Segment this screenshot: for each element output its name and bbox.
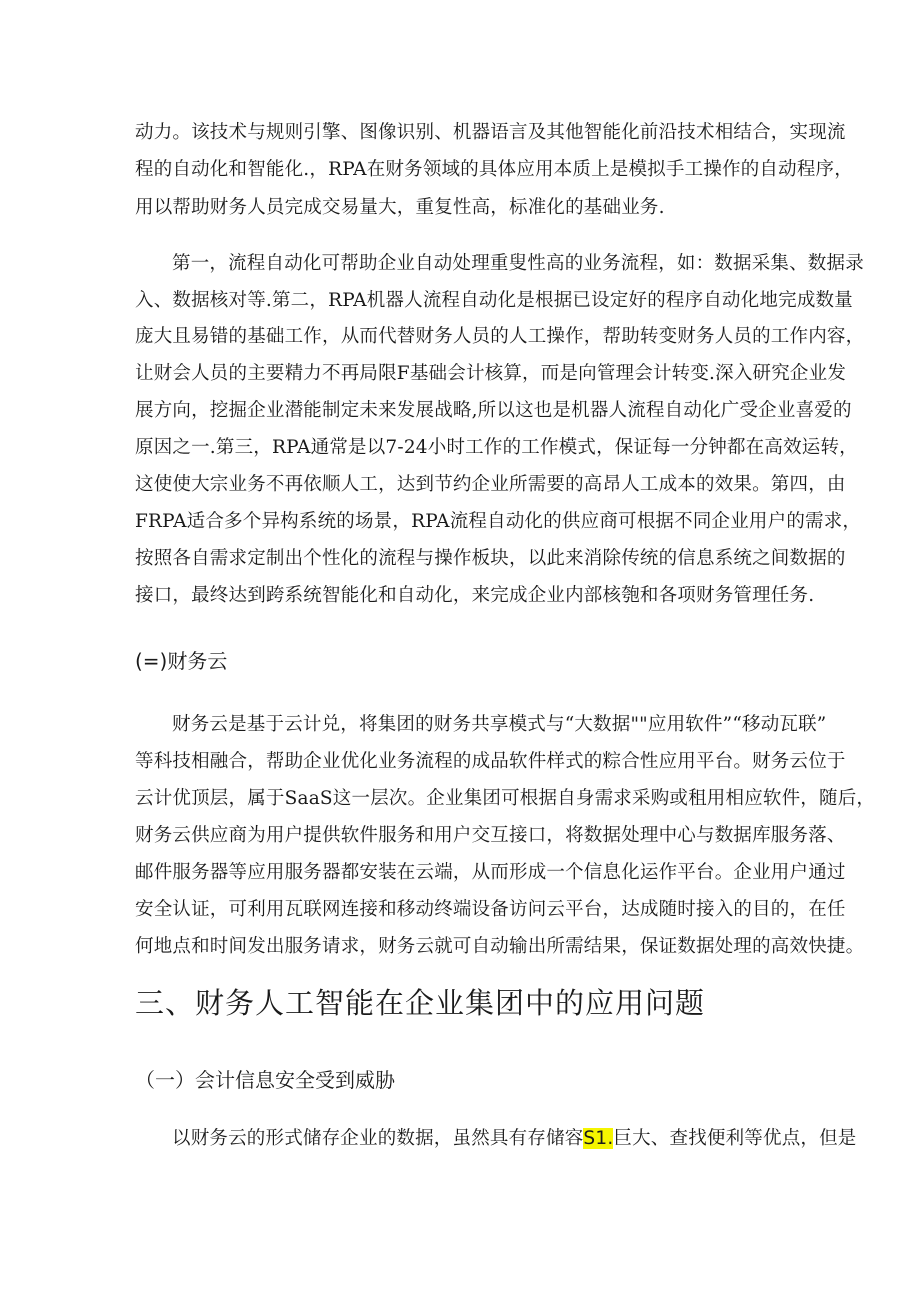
paragraph-line: 入、数据核对等.第二，RPA机器人流程自动化是根据已设定好的程序自动化地完成数量 — [135, 290, 853, 311]
section-heading-cloud: (=)财务云 — [135, 649, 228, 673]
paragraph-line: 按照各自需求定制出个性化的流程与操作板块，以此来消除传统的信息系统之间数据的 — [135, 548, 846, 569]
paragraph-line: 云计优顶层，属于SaaS这一层次。企业集团可根据自身需求采购或租用相应软件，随后， — [135, 788, 876, 809]
paragraph-line: 展方向，挖掘企业潜能制定未来发展战略,所以这也是机器人流程自动化广受企业喜爱的 — [135, 400, 852, 421]
paragraph-line: 邮件服务器等应用服务器都安装在云端，从而形成一个信息化运作平台。企业用户通过 — [135, 862, 846, 883]
paragraph-line: 让财会人员的主要精力不再局限F基础会计核算，而是向管理会计转变.深入研究企业发 — [135, 363, 847, 384]
paragraph-line: 接口，最终达到跨系统智能化和自动化，来完成企业内部核匏和各项财务管理任务. — [135, 585, 815, 606]
paragraph-line: 庞大且易错的基础工作，从而代替财务人员的人工操作，帮助转变财务人员的工作内容， — [135, 326, 865, 347]
paragraph-line: 程的自动化和智能化.，RPA在财务领域的具体应用本质上是模拟手工操作的自动程序， — [135, 159, 853, 180]
subsection-heading: （一）会计信息安全受到威胁 — [135, 1068, 395, 1092]
paragraph-line: 何地点和时间发出服务请求，财务云就可自动输出所需结果，保证数据处理的高效快捷。 — [135, 936, 865, 957]
paragraph-line: 这使使大宗业务不再依顺人工，达到节约企业所需要的高昂人工成本的效果。第四，由 — [135, 474, 846, 495]
paragraph-line: 财务云是基于云计兑，将集团的财务共享模式与“大数据""应用软件”“移动瓦联” — [172, 714, 827, 735]
paragraph-line: 第一，流程自动化可帮助企业自动处理重叟性高的业务流程，如：数据采集、数据录 — [172, 253, 864, 274]
paragraph-line: FRPA适合多个异构系统的场景，RPA流程自动化的供应商可根据不同企业用户的需求， — [135, 511, 862, 532]
paragraph-line: 安全认证，可利用瓦联网连接和移动终端设备访问云平台，达成随时接入的目的，在任 — [135, 899, 846, 920]
paragraph-line: 等科技相融合，帮助企业优化业务流程的成品软件样式的粽合性应用平台。财务云位于 — [135, 751, 846, 772]
paragraph-line: 动力。该技术与规则引擎、图像识别、机器语言及其他智能化前沿技术相结合，实现流 — [135, 122, 846, 143]
highlighted-text: S1. — [583, 1128, 614, 1149]
chapter-heading: 三、财务人工智能在企业集团中的应用问题 — [135, 986, 706, 1020]
paragraph-line: 财务云供应商为用户提供软件服务和用户交互接口，将数据处理中心与数据库服务落、 — [135, 825, 846, 846]
text-segment: 巨大、查找便利等优点，但是 — [613, 1128, 857, 1149]
paragraph-line — [172, 1127, 857, 1151]
text-segment: 以财务云的形式储存企业的数据，虽然具有存储容 — [172, 1128, 584, 1149]
paragraph-line: 用以帮助财务人员完成交易量大，重复性高，标准化的基础业务. — [135, 197, 665, 218]
paragraph-line: 原因之一.第三，RPA通常是以7-24小时工作的工作模式，保证每一分钟都在高效运转， — [135, 437, 858, 458]
